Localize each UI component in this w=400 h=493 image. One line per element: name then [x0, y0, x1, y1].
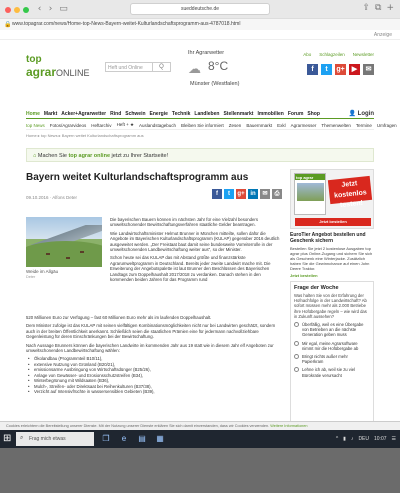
login-label: Login — [357, 111, 374, 117]
network-icon[interactable]: ▮ — [343, 436, 346, 442]
maximize-window-button[interactable] — [23, 7, 29, 13]
share-google-plus-icon[interactable]: g+ — [237, 191, 245, 197]
cookie-text: Cookies erleichtern die Bereitstellung unserer Dienste. Mit der Nutzung unserer Dienste erklären Sie sich damit einverstanden, dass wir Cookies verwenden. — [6, 424, 270, 428]
photo-cow — [66, 257, 70, 259]
sidebar-icon[interactable]: ▭ — [59, 4, 68, 14]
startbar-brand: top agrar online — [68, 153, 110, 159]
weather-title: Ihr Agrarwetter — [188, 50, 225, 56]
poll-option[interactable] — [294, 367, 370, 377]
page-url-bar[interactable] — [0, 18, 400, 30]
offer-text: Bestellen Sie jetzt 2 kostenlose Ausgaben top agrar plus Online-Zugang und sichern Sie sich als Geschenk eine Winterjacke. Zusätzlich haben Sie die Gewinnchance auf einen John Deere Traktor. — [290, 246, 373, 271]
offer-link[interactable]: Jetzt bestellen — [290, 273, 318, 278]
tray-arrow-icon[interactable]: ^ — [335, 436, 339, 442]
nav-item-acker-agrarwetter[interactable]: Acker+Agrarwetter — [61, 110, 107, 117]
website — [0, 30, 400, 430]
poll-option-label: Bringt nichts außer mehr Papierkram — [302, 354, 348, 365]
ad-strip — [0, 30, 400, 40]
nav-item-rind[interactable]: Rind — [110, 110, 122, 117]
lead-paragraph: Schon heute sei das KULAP das mit Abstand größte und finanzstärkste Agrarumweltprogramm in Deutschland. Bereits jeder zweite Landwirt mache mit. Die Erweiterung der Angebotspalette ist laut Brunner den Beschlüssen des Bayerischen Landtags zum Doppelhaushalt 2017/2018 zu verdanken. Danach stehen in den kommenden beiden Jahren für das Programm rund — [110, 255, 271, 283]
magazine-cover-image — [297, 183, 324, 201]
poll-option-label: Lehne ich ab, weil sie zu viel Bürokratie verursacht — [302, 367, 356, 378]
radio-button[interactable] — [294, 354, 299, 359]
article-title: Bayern weitet Kulturlandschaftsprogramm aus — [26, 172, 249, 183]
poll-option-label: Überfällig, weil es eine Übergabe von Betrieben an die nächste Generation geben muss — [302, 322, 364, 338]
search-icon: ⌕ — [20, 435, 24, 441]
list-item: • Ökolandbau (Programmteil B10/11), — [26, 356, 282, 362]
list-item: • Mulch-, Streifen- oder Direktsaat bei Reihenkulturen (B37/38), — [26, 384, 282, 390]
nav-item-forum[interactable]: Forum — [287, 110, 304, 117]
list-item: • Anlage von Gewässer- und Erosionsschutzstreifen (B34), — [26, 373, 282, 379]
subnav-item[interactable]: Termine — [355, 122, 372, 128]
photo-credit: Deter — [26, 275, 36, 279]
tray-language[interactable]: DEU — [358, 436, 369, 442]
share-mail-icon[interactable]: ✉ — [260, 189, 270, 199]
startbar-prefix: Machen Sie — [37, 153, 67, 159]
list-item: • emissionsarme Ausbringung von Wirtschaftsdünger (B25/26), — [26, 367, 282, 373]
site-logo[interactable] — [26, 54, 90, 79]
social-links — [307, 64, 374, 75]
tray-clock[interactable]: 10:07 — [374, 436, 387, 442]
youtube-icon[interactable]: ▶ — [349, 64, 360, 75]
list-item: • Verzicht auf Intensivfrüchte in wassersensiblen Gebieten (B39), — [26, 389, 282, 395]
share-twitter-icon[interactable]: t — [224, 189, 234, 199]
nav-item-immobilien[interactable]: Immobilien — [257, 110, 284, 117]
magazine-brand: top agrar — [295, 174, 325, 180]
subnav-item[interactable]: Bauernmarkt — [246, 122, 273, 128]
main-navigation — [26, 109, 374, 119]
set-homepage-banner[interactable] — [26, 148, 374, 162]
nav-item-stellenmarkt[interactable]: Stellenmarkt — [223, 110, 254, 117]
header-link[interactable]: Newsletter — [352, 52, 374, 57]
poll-option-label: Mir egal, meine Agrarsoftware nimmt mir die Hofübergabe ab — [302, 340, 359, 351]
minimize-window-button[interactable] — [14, 7, 20, 13]
site-search-button[interactable]: Q — [153, 62, 171, 72]
offer-title: EuroTier Angebot bestellen und Geschenk sichern — [290, 232, 366, 244]
nav-item-shop[interactable]: Shop — [307, 110, 320, 117]
subnav-item[interactable]: top News — [26, 122, 45, 128]
close-window-button[interactable] — [5, 7, 11, 13]
new-tab-icon[interactable]: + — [386, 3, 394, 13]
browser-toolbar — [0, 0, 400, 30]
nav-item-schwein[interactable]: Schwein — [125, 110, 146, 117]
share-icon[interactable]: ⇪ — [362, 3, 371, 13]
address-domain: sueddeutsche.de — [180, 6, 220, 12]
logo-online: ONLINE — [56, 68, 90, 78]
subnav-item[interactable]: Fotos/Agrarvideos — [49, 122, 87, 128]
startbar-suffix: jetzt zu Ihrer Startseite! — [111, 153, 169, 159]
sub-navigation — [26, 121, 397, 130]
mail-icon[interactable]: ✉ — [363, 64, 374, 75]
site-header — [0, 40, 400, 98]
sidebar — [290, 169, 374, 378]
google-plus-icon[interactable]: g+ — [336, 66, 345, 73]
photo-pasture — [26, 241, 102, 267]
article-lead — [110, 217, 282, 285]
body-paragraph: Nach Aussage Brunners können die bayerischen Landwirte im kommenden Jahr aus 19 statt wie in diesem Jahr elf Angeboten zur umweltschonenden Landbewirtschaftung wählen: — [26, 342, 274, 354]
article-body — [26, 315, 282, 395]
weekly-poll — [290, 281, 374, 430]
magazine-cover — [294, 173, 326, 215]
ad-burst: Jetzt kostenlos testen! — [328, 176, 372, 204]
nav-item-landleben[interactable]: Landleben — [194, 110, 220, 117]
poll-option[interactable] — [294, 341, 370, 351]
forward-icon[interactable]: › — [48, 4, 53, 14]
window-controls — [5, 7, 29, 13]
ad-label: Anzeige — [373, 32, 392, 38]
article-photo[interactable] — [26, 217, 102, 267]
facebook-icon[interactable]: f — [307, 64, 318, 75]
taskbar — [0, 430, 400, 448]
nav-item-energie[interactable]: Energie — [149, 110, 168, 117]
lock-icon: 🔒 — [4, 22, 12, 28]
photo-cow — [80, 251, 84, 253]
header-links — [303, 52, 374, 57]
list-item: • Winterbegrünung mit Wildsaaten (B36), — [26, 378, 282, 384]
weather-city: Münster (Westfalen) — [190, 81, 240, 87]
program-list — [26, 356, 282, 395]
weather-widget[interactable] — [188, 50, 260, 87]
article-meta: 09.10.2016 · Alfons Deter — [26, 195, 78, 200]
share-buttons — [212, 189, 282, 199]
folder-icon[interactable]: ▤ — [138, 434, 146, 443]
poll-option[interactable] — [294, 322, 370, 338]
radio-button[interactable] — [294, 322, 299, 327]
subnav-item[interactable]: Agrarmesser — [290, 122, 317, 128]
article — [26, 169, 282, 395]
site-search-input[interactable]: Heft und Online — [105, 62, 153, 72]
subnav-item[interactable]: Themenwelten — [321, 122, 351, 128]
body-paragraph: Dem Minister zufolge ist das KULAP mit seinen vielfältigen Kombinationsmöglichkeiten nicht nur bei Landwirten geschätzt, sondern auch in der breiten Öffentlichkeit anerkannt. Schließlich seien die staatlichen Prämien eine für jedermann nachvollziehbare Gegenleistung für deren Einschränkungen bei der Bewirtschaftung. — [26, 323, 276, 340]
back-icon[interactable]: ‹ — [37, 4, 42, 14]
address-field[interactable] — [130, 3, 270, 15]
header-link[interactable]: Schlagzeilen — [319, 52, 345, 57]
list-item: • extensive Nutzung von Grünland (B20/21), — [26, 362, 282, 368]
volume-icon[interactable]: ♪ — [350, 436, 354, 442]
nav-item-home[interactable]: Home — [26, 110, 40, 117]
page-url: www.topagrar.com/news/Home-top-News-Bayern-weitet-Kulturlandschaftsprogramm-aus-4787018.html — [12, 21, 241, 27]
subnav-item[interactable]: Umfragen — [376, 122, 397, 128]
radio-button[interactable] — [294, 341, 299, 346]
lead-paragraph: Die bayerischen Bauern können im nächsten Jahr für eine Vielzahl besonders umweltschonender Bewirtschaftungsverfahren staatliche Gelder beantragen. — [110, 217, 259, 228]
taskbar-search-input[interactable] — [16, 432, 94, 446]
photo-cow — [46, 253, 50, 255]
windows-start-icon[interactable]: ⊞ — [3, 433, 12, 444]
cloud-icon: ☁ — [188, 61, 201, 76]
cookie-notice — [0, 421, 400, 430]
nav-item-technik[interactable]: Technik — [171, 110, 191, 117]
subnav-item[interactable]: Exkl — [277, 122, 286, 128]
poll-title: Frage der Woche — [294, 285, 339, 291]
browser-app-icon[interactable]: e — [121, 434, 127, 443]
subscription-ad[interactable] — [290, 169, 374, 229]
subnav-item[interactable]: Auslandstagebuch — [138, 122, 177, 128]
twitter-icon[interactable]: t — [321, 64, 332, 75]
share-facebook-icon[interactable]: f — [212, 189, 222, 199]
taskbar-search-placeholder: Frag mich etwas — [29, 436, 66, 442]
radio-button[interactable] — [294, 367, 299, 372]
logo-top: top — [26, 54, 42, 65]
breadcrumb[interactable]: Home ▸ top News ▸ Bayern weitet Kulturlandschaftsprogramm aus — [26, 133, 144, 138]
subnav-item[interactable]: Heft + ★ — [116, 122, 134, 127]
photo-caption: Weide im Allgäu — [26, 269, 59, 274]
subnav-item[interactable]: Bleiben Sie informiert — [181, 122, 224, 128]
body-paragraph: 520 Millionen Euro zur Verfügung – fast 60 Millionen Euro mehr als im laufenden Doppelhaushalt. — [26, 315, 212, 320]
cookie-more-link[interactable]: Weitere Informationen — [270, 424, 308, 428]
browser-actions — [362, 3, 394, 13]
logo-agrar: agrarONLINE — [26, 65, 90, 79]
home-icon: ⌂ — [33, 153, 37, 159]
taskbar-apps — [100, 432, 166, 446]
weather-temperature: 8°C — [208, 59, 229, 73]
tabs-icon[interactable]: ⧉ — [375, 3, 382, 13]
header-link[interactable]: Abo — [303, 52, 312, 57]
nav-item-markt[interactable]: Markt — [43, 110, 58, 117]
print-icon[interactable]: ⎙ — [272, 189, 282, 199]
login-link[interactable]: 👤 Login — [348, 111, 374, 117]
share-linkedin-icon[interactable]: in — [248, 189, 258, 199]
system-tray — [336, 433, 396, 445]
poll-question: Was halten Sie von der Erfahrung der Hofnachfolge in der Landwirtschaft? Ab sofort müssen mehr als 2.000 Betriebe ihre Hofübergabe regeln – wie wird das in Zukunft aussehen? — [294, 293, 367, 319]
ad-order-button[interactable]: Jetzt bestellen — [295, 218, 371, 226]
subnav-item[interactable]: Heftarchiv — [91, 122, 112, 128]
subnav-item[interactable]: Zesen — [228, 122, 242, 128]
store-icon[interactable]: ▦ — [156, 434, 164, 443]
desktop-background — [0, 448, 400, 493]
poll-option[interactable] — [294, 354, 370, 364]
notifications-icon[interactable]: ☰ — [391, 436, 396, 442]
task-view-icon[interactable]: ❐ — [102, 434, 110, 443]
lead-paragraph: Wie Landwirtschaftsminister Helmut Brunner in München mitteilte, sollen dafür die Angebote im Bayerischen Kulturlandschaftsprogramm (KULAP) gegenüber 2016 deutlich ausgeweitet werden. „Der Freistaat baut damit seine bundesweite Vorreiterrolle in der umweltschonenden Landbewirtschaftung weiter aus", so der Minister. — [110, 230, 280, 253]
